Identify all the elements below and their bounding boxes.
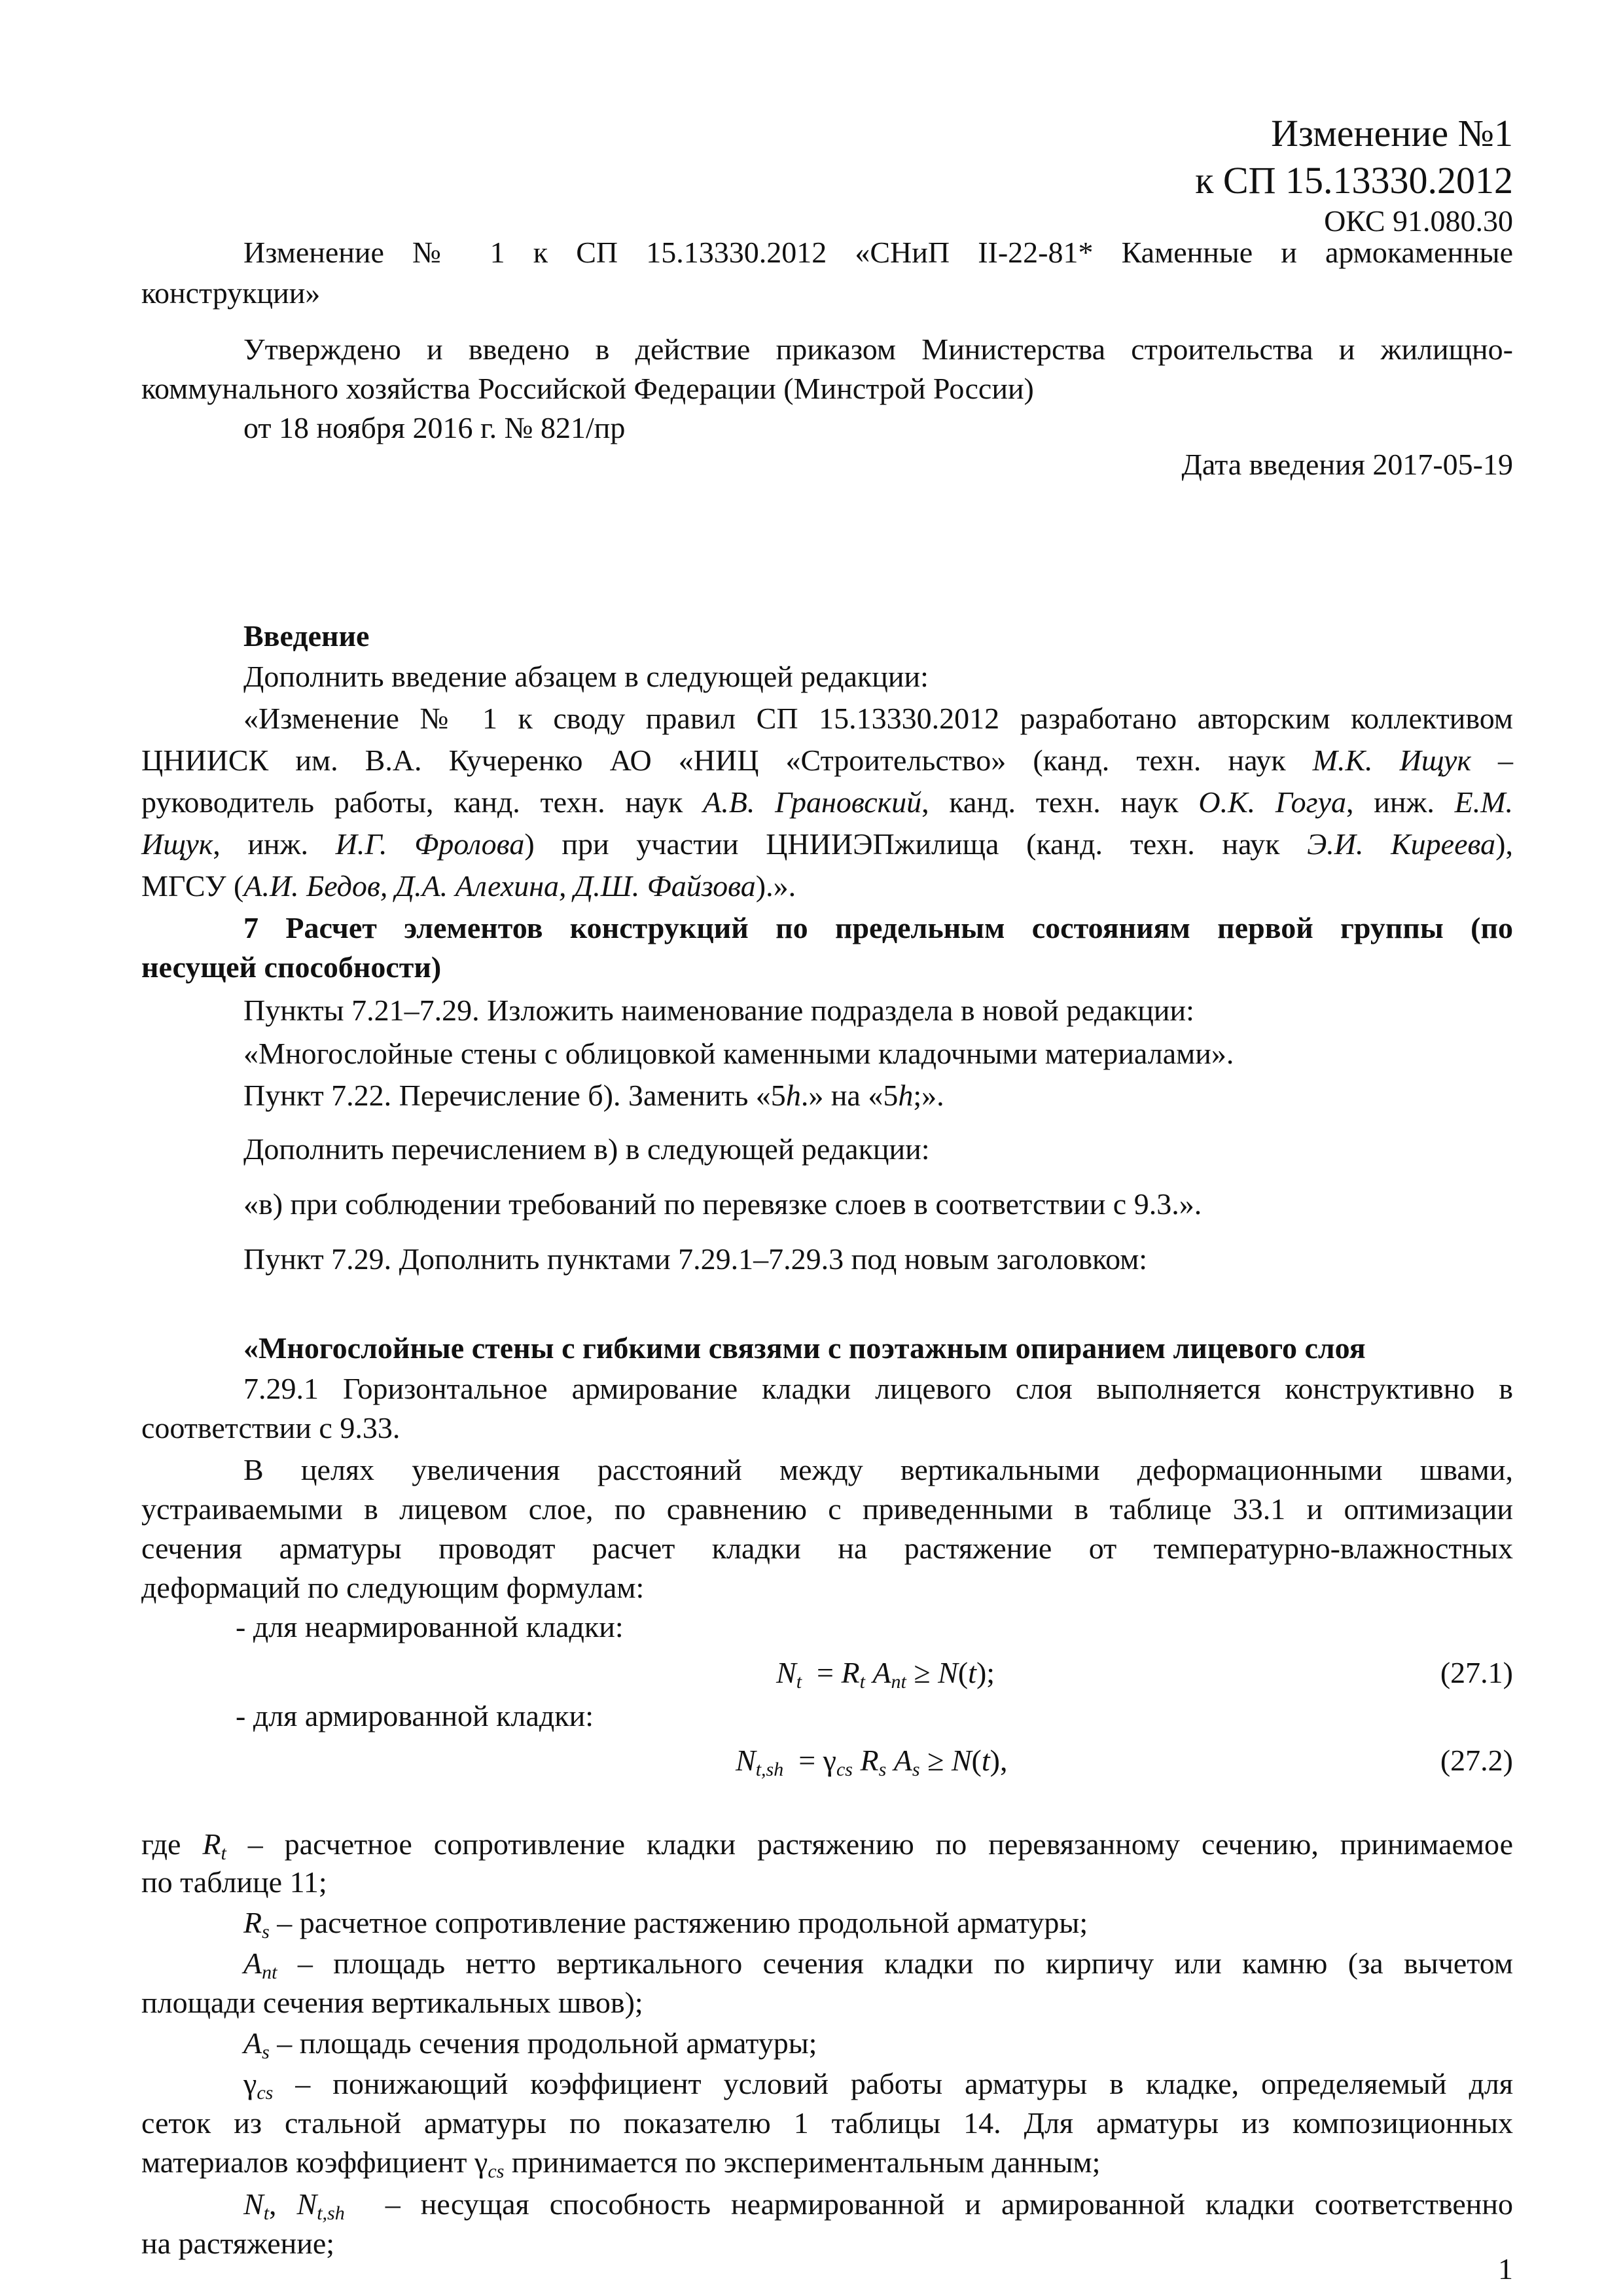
definition-ant-line1: $A_{nt}$ – площадь нетто вертикального сечения кладки по кирпичу или камню (за вычетом [243,1946,1513,1983]
case-reinforced: - для армированной кладки: [236,1699,594,1732]
definition-nt-line1: $N_t$, $N_{t,sh}$ – несущая способность неармированной и армированной кладки соответственно [243,2187,1513,2224]
definition-rs: $R_s$ – расчетное сопротивление растяжению продольной арматуры; [243,1906,1088,1943]
clause-7-29-1-line1: 7.29.1 Горизонтальное армирование кладки лицевого слоя выполняется конструктивно в [243,1372,1513,1405]
oks-code: ОКС 91.080.30 [1324,204,1513,238]
section7-line5: «в) при соблюдении требований по перевязке слоев в соответствии с 9.3.». [243,1187,1202,1221]
case-unreinforced: - для неармированной кладки: [236,1610,624,1643]
intro-paragraph-line5: МГСУ (А.И. Бедов, Д.А. Алехина, Д.Ш. Файзова).». [141,869,796,903]
intro-paragraph-line3: руководитель работы, канд. техн. наук А.В. Грановский, канд. техн. наук О.К. Гогуа, инж. Е.М. [141,785,1514,819]
intro-heading: Введение [243,619,370,653]
definition-rt-line2: по таблице 11; [141,1865,327,1899]
definition-gcs-line1: $\gamma_{cs}$ – понижающий коэффициент условий работы арматуры в кладке, определяемый для [243,2067,1513,2104]
formula-27-1: $N_t = R_t$ $A_{nt} \ge N(t)$; [776,1656,995,1693]
change-title: Изменение №1 [1271,112,1513,154]
document-title-line1: Изменение № 1 к СП 15.13330.2012 «СНиП II-22-81* Каменные и армокаменные [243,236,1513,269]
equation-number-27-1: (27.1) [1440,1656,1513,1689]
definition-gcs-line2: сеток из стальной арматуры по показателю 1 таблицы 14. Для арматуры из композиционных [141,2106,1513,2140]
effective-date: Дата введения 2017-05-19 [1181,448,1513,481]
section7-line4: Дополнить перечислением в) в следующей редакции: [243,1132,930,1166]
paragraph2-line1: В целях увеличения расстояний между вертикальными деформационными швами, [243,1453,1513,1486]
document-title-line2: конструкции» [141,276,321,310]
approval-line1: Утверждено и введено в действие приказом Министерства строительства и жилищно- [243,332,1513,366]
section7-line1: Пункты 7.21–7.29. Изложить наименование подраздела в новой редакции: [243,994,1194,1027]
formula-27-2: $N_{t,sh} = \gamma_{cs}$ $R_s$ $A_s \ge N(t)$, [736,1744,1008,1780]
standard-code: к СП 15.13330.2012 [1195,159,1513,202]
paragraph2-line2: устраиваемыми в лицевом слое, по сравнению с приведенными в таблице 33.1 и оптимизации [141,1492,1513,1526]
section7-line2: «Многослойные стены с облицовкой каменными кладочными материалами». [243,1037,1234,1070]
definition-ant-line2: площади сечения вертикальных швов); [141,1986,643,2019]
multilayer-heading: «Многослойные стены с гибкими связями с поэтажным опиранием лицевого слоя [243,1331,1366,1365]
equation-number-27-2: (27.2) [1440,1744,1513,1777]
approval-line2: коммунального хозяйства Российской Федерации (Минстрой России) [141,372,1034,405]
paragraph2-line3: сечения арматуры проводят расчет кладки на растяжение от температурно-влажностных [141,1532,1513,1565]
section7-heading-line2: несущей способности) [141,950,442,984]
section7-line6: Пункт 7.29. Дополнить пунктами 7.29.1–7.29.3 под новым заголовком: [243,1242,1148,1276]
intro-paragraph-line1: «Изменение № 1 к своду правил СП 15.13330.2012 разработано авторским коллективом [243,702,1513,735]
order-reference: от 18 ноября 2016 г. № 821/пр [243,411,626,444]
definition-nt-line2: на растяжение; [141,2227,335,2260]
page-number: 1 [1498,2252,1513,2286]
intro-paragraph-line4: Ищук, инж. И.Г. Фролова) при участии ЦНИИЭПжилища (канд. техн. наук Э.И. Киреева), [141,827,1513,861]
clause-7-29-1-line2: соответствии с 9.33. [141,1411,401,1444]
section7-line3: Пункт 7.22. Перечисление б). Заменить «5h.» на «5h;». [243,1079,944,1112]
definition-as: $A_s$ – площадь сечения продольной арматуры; [243,2026,817,2063]
definition-rt-line1: где $R_t$ – расчетное сопротивление кладки растяжению по перевязанному сечению, принимаемое [141,1827,1513,1864]
section7-heading-line1: 7 Расчет элементов конструкций по предельным состояниям первой группы (по [243,911,1513,944]
intro-paragraph-line2: ЦНИИСК им. В.А. Кучеренко АО «НИЦ «Строительство» (канд. техн. наук М.К. Ищук – [141,744,1513,777]
paragraph2-line4: деформаций по следующим формулам: [141,1571,645,1604]
intro-instruction: Дополнить введение абзацем в следующей редакции: [243,660,929,693]
definition-gcs-line3: материалов коэффициент $\gamma_{cs}$ принимается по экспериментальным данным; [141,2145,1101,2182]
